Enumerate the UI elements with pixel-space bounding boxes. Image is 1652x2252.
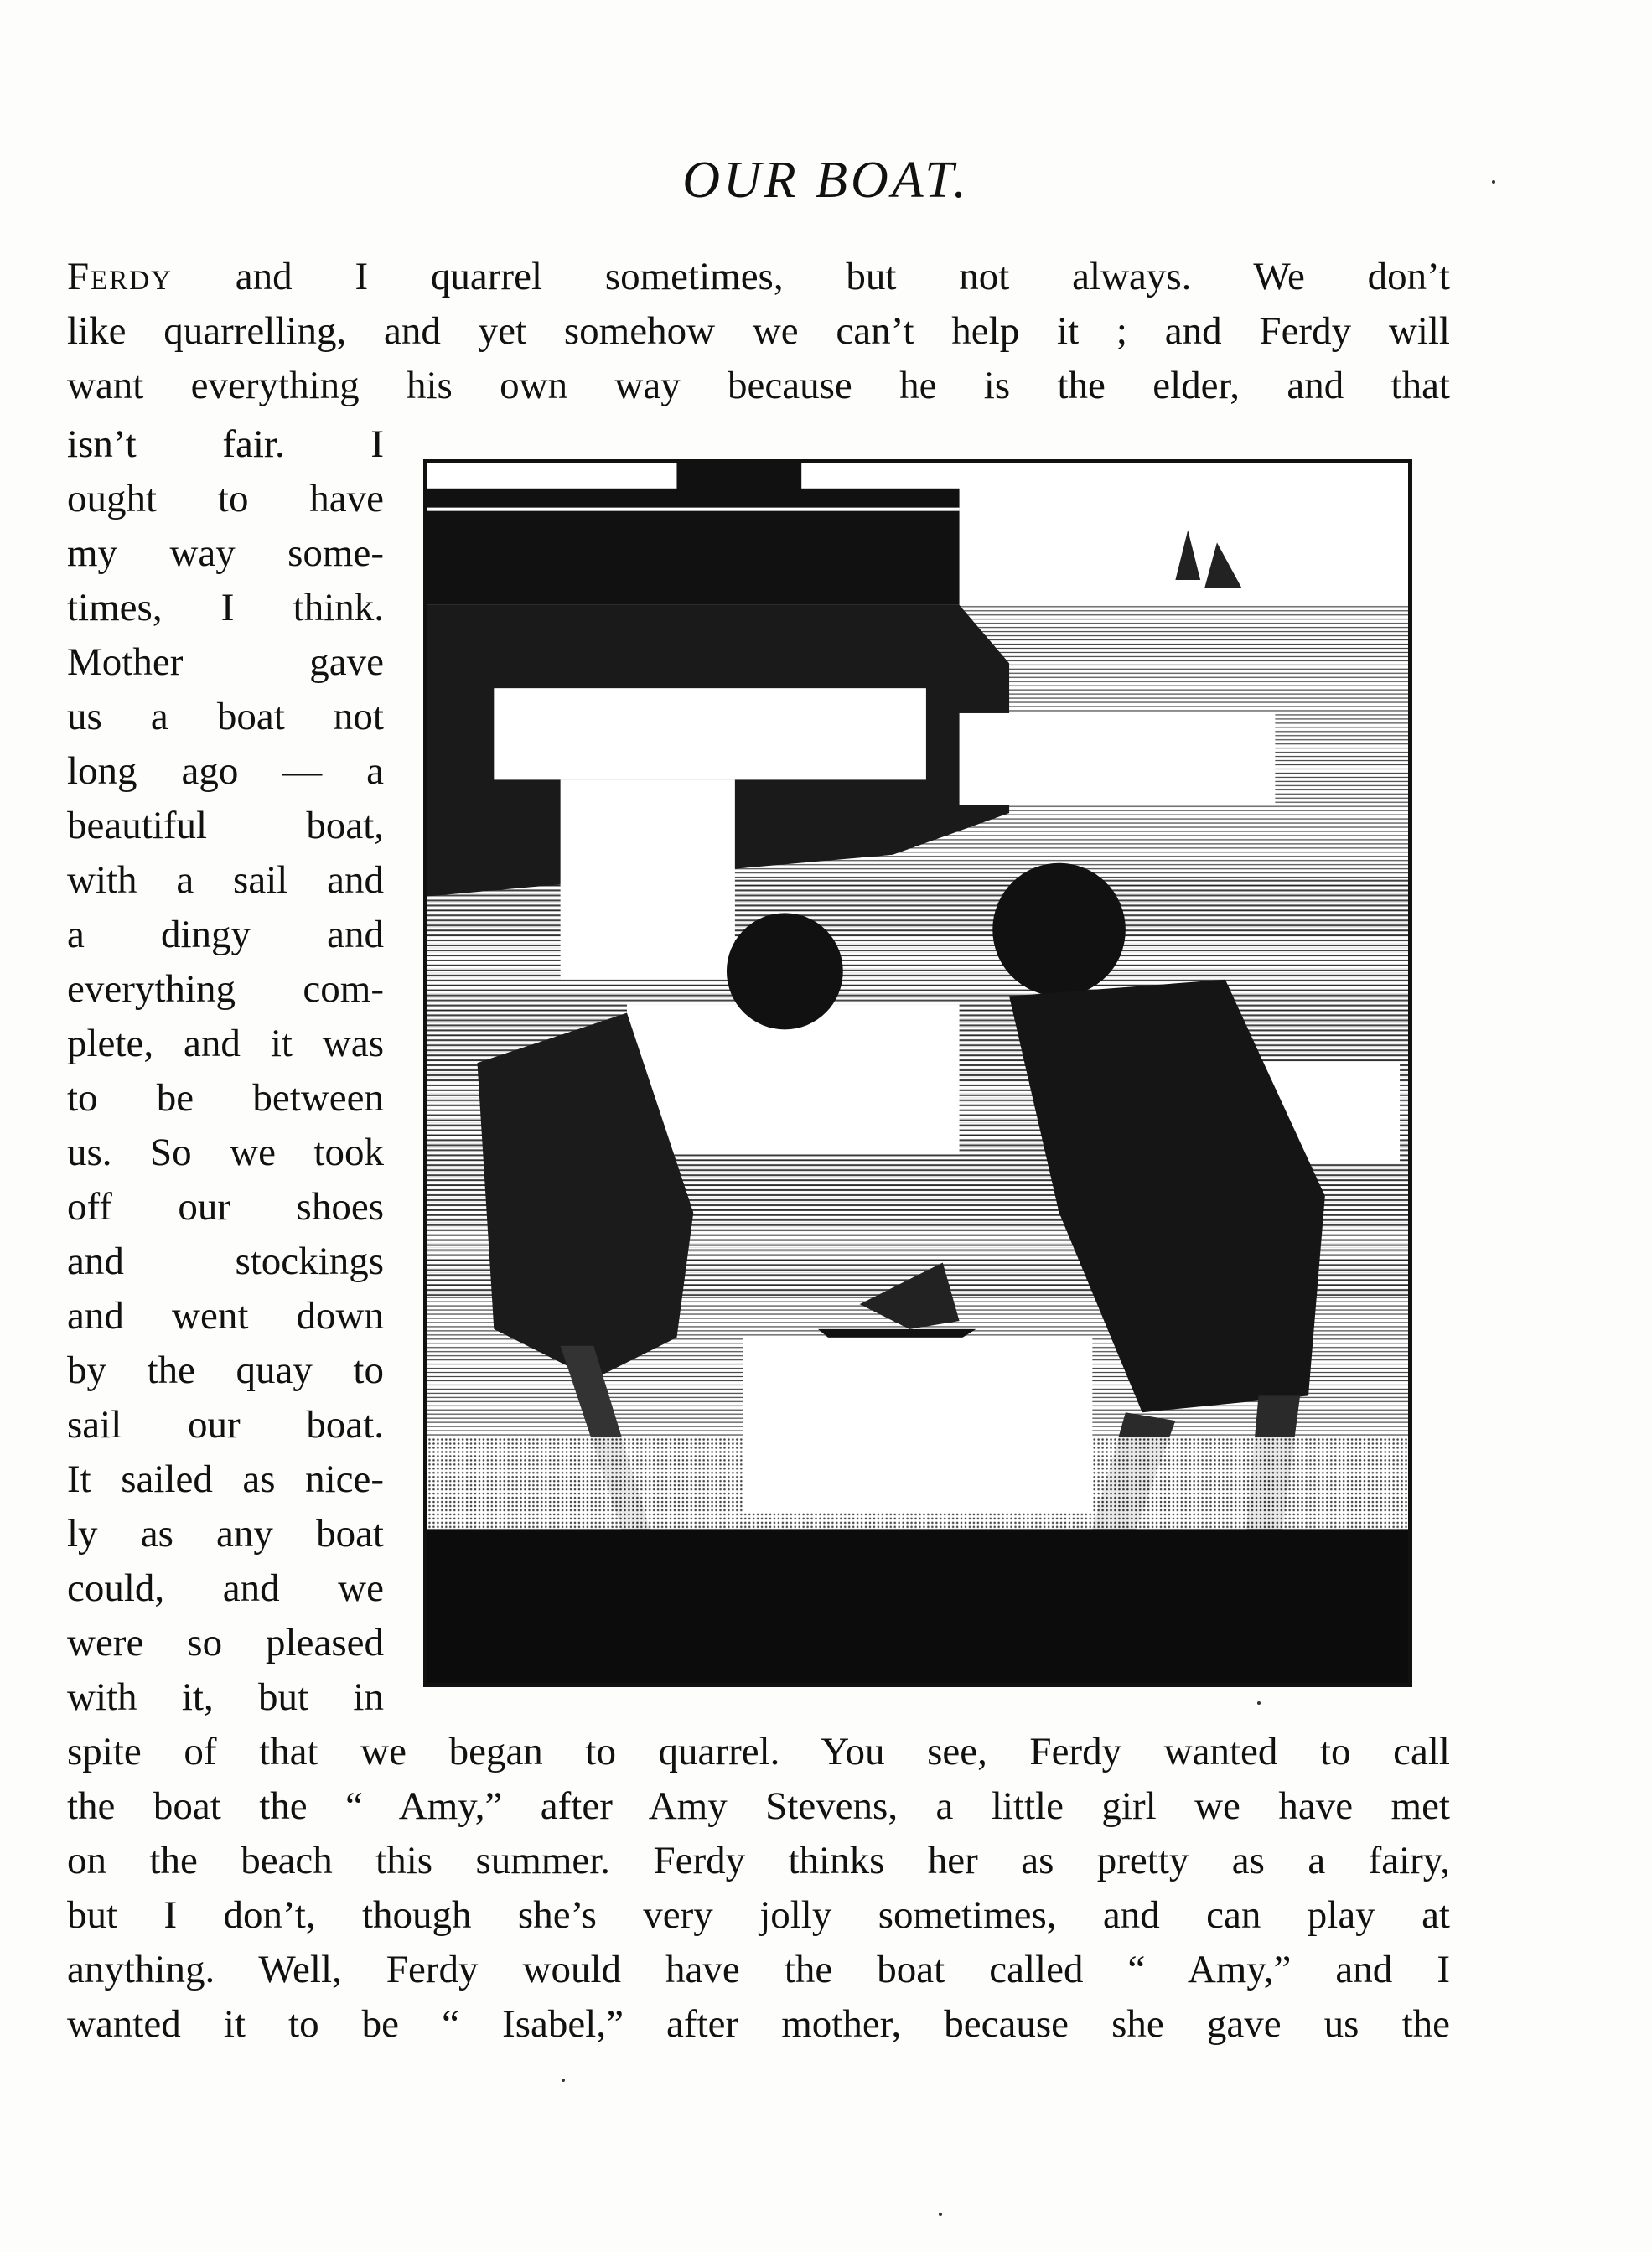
narrow-line: with it, but in	[67, 1675, 384, 1719]
narrow-line: Mother gave	[67, 640, 384, 684]
text-line-bottom: wanted it to be “ Isabel,” after mother, because she gave us the	[67, 2002, 1450, 2046]
narrow-line: could, and we	[67, 1566, 384, 1610]
narrow-line: everything com-	[67, 967, 384, 1011]
scan-speck	[939, 2213, 942, 2216]
engraving-children-sailing-toy-boat-icon	[427, 463, 1408, 1683]
page-title: OUR BOAT.	[682, 152, 970, 209]
illustration-engraving	[423, 459, 1412, 1687]
narrow-line: my way some-	[67, 531, 384, 575]
scan-speck	[1492, 180, 1495, 184]
text-line-bottom: on the beach this summer. Ferdy thinks her as pretty as a fairy,	[67, 1839, 1450, 1882]
text-line-bottom: spite of that we began to quarrel. You see, Ferdy wanted to call	[67, 1730, 1450, 1773]
narrow-line: sail our boat.	[67, 1403, 384, 1447]
narrow-line: with a sail and	[67, 858, 384, 902]
text-line-3: want everything his own way because he is the elder, and that	[67, 364, 1450, 407]
text-line-bottom: but I don’t, though she’s very jolly sometimes, and can play at	[67, 1893, 1450, 1937]
narrow-line: ought to have	[67, 477, 384, 520]
narrow-line: ly as any boat	[67, 1512, 384, 1556]
narrow-line: beautiful boat,	[67, 804, 384, 847]
scan-speck	[562, 2079, 565, 2082]
text-line-1-rest: and I quarrel sometimes, but not always. We don’t	[172, 255, 1450, 298]
lead-word: Ferdy	[67, 255, 173, 298]
narrow-line: were so pleased	[67, 1621, 384, 1664]
narrow-line: us a boat not	[67, 695, 384, 738]
narrow-line: long ago — a	[67, 749, 384, 793]
scan-speck	[1257, 1701, 1261, 1705]
narrow-line: and stockings	[67, 1240, 384, 1283]
narrow-line: times, I think.	[67, 586, 384, 629]
narrow-line: off our shoes	[67, 1185, 384, 1229]
text-line-bottom: the boat the “ Amy,” after Amy Stevens, a little girl we have met	[67, 1784, 1450, 1828]
narrow-line: and went down	[67, 1294, 384, 1338]
text-line-2: like quarrelling, and yet somehow we can’t help it ; and Ferdy will	[67, 309, 1450, 353]
narrow-line: It sailed as nice-	[67, 1457, 384, 1501]
narrow-line: plete, and it was	[67, 1022, 384, 1065]
text-line-bottom: anything. Well, Ferdy would have the boat called “ Amy,” and I	[67, 1948, 1450, 1991]
narrow-line: us. So we took	[67, 1131, 384, 1174]
text-line-1	[67, 251, 1450, 302]
narrow-line: to be between	[67, 1076, 384, 1120]
narrow-line: a dingy and	[67, 913, 384, 956]
narrow-line: isn’t fair. I	[67, 422, 384, 466]
narrow-line: by the quay to	[67, 1349, 384, 1392]
